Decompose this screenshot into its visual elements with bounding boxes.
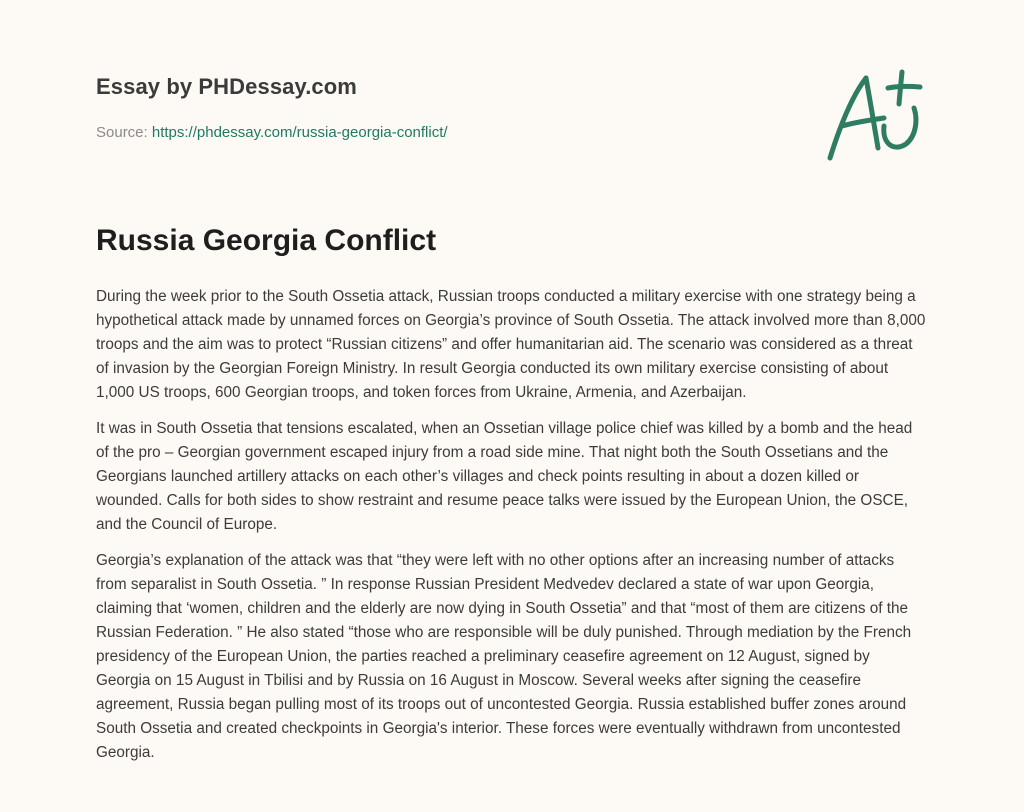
source-line [96, 124, 448, 141]
article-body [96, 285, 928, 777]
article-paragraph: It was in South Ossetia that tensions escalated, when an Ossetian village police chief was killed by a bomb and the head of the pro – Georgian government escaped injury from a road side mine. That night both the South Ossetians and the Georgians launched artillery attacks on each other’s villages and check points resulting in about a dozen killed or wounded. Calls for both sides to show restraint and resume peace talks were issued by the European Union, the OSCE, and the Council of Europe. [96, 420, 913, 533]
site-brand: Essay by PHDessay.com [96, 74, 357, 99]
source-link[interactable]: https://phdessay.com/russia-georgia-conflict/ [151, 124, 448, 141]
article-paragraph: Georgia’s explanation of the attack was that “they were left with no other options after an increasing number of attacks from separalist in South Ossetia. ” In response Russian President Medvedev declared a state of war upon Georgia, claiming that ‘women, children and the elderly are now dying in South Ossetia” and that “most of them are citizens of the Russian Federation. ” He also stated “those who are responsible will be duly punished. Through mediation by the French presidency of the European Union, the parties reached a preliminary ceasefire agreement on 12 August, signed by Georgia on 15 August in Tbilisi and by Russia on 16 August in Moscow. Several weeks after signing the ceasefire agreement, Russia began pulling most of its troops out of uncontested Georgia. Russia established buffer zones around South Ossetia and created checkpoints in Georgia's interior. These forces were eventually withdrawn from uncontested Georgia. [96, 552, 912, 761]
article-paragraph: During the week prior to the South Ossetia attack, Russian troops conducted a military exercise with one strategy being a hypothetical attack made by unnamed forces on Georgia’s province of South Ossetia. The attack involved more than 8,000 troops and the aim was to protect “Russian citizens” and offer humanitarian aid. The scenario was considered as a threat of invasion by the Georgian Foreign Ministry. In result Georgia conducted its own military exercise consisting of about 1,000 US troops, 600 Georgian troops, and token forces from Ukraine, Armenia, and Azerbaijan. [96, 288, 926, 401]
article-title: Russia Georgia Conflict [96, 224, 437, 257]
source-label: Source: [96, 124, 148, 141]
a-plus-grade-icon [822, 66, 932, 166]
